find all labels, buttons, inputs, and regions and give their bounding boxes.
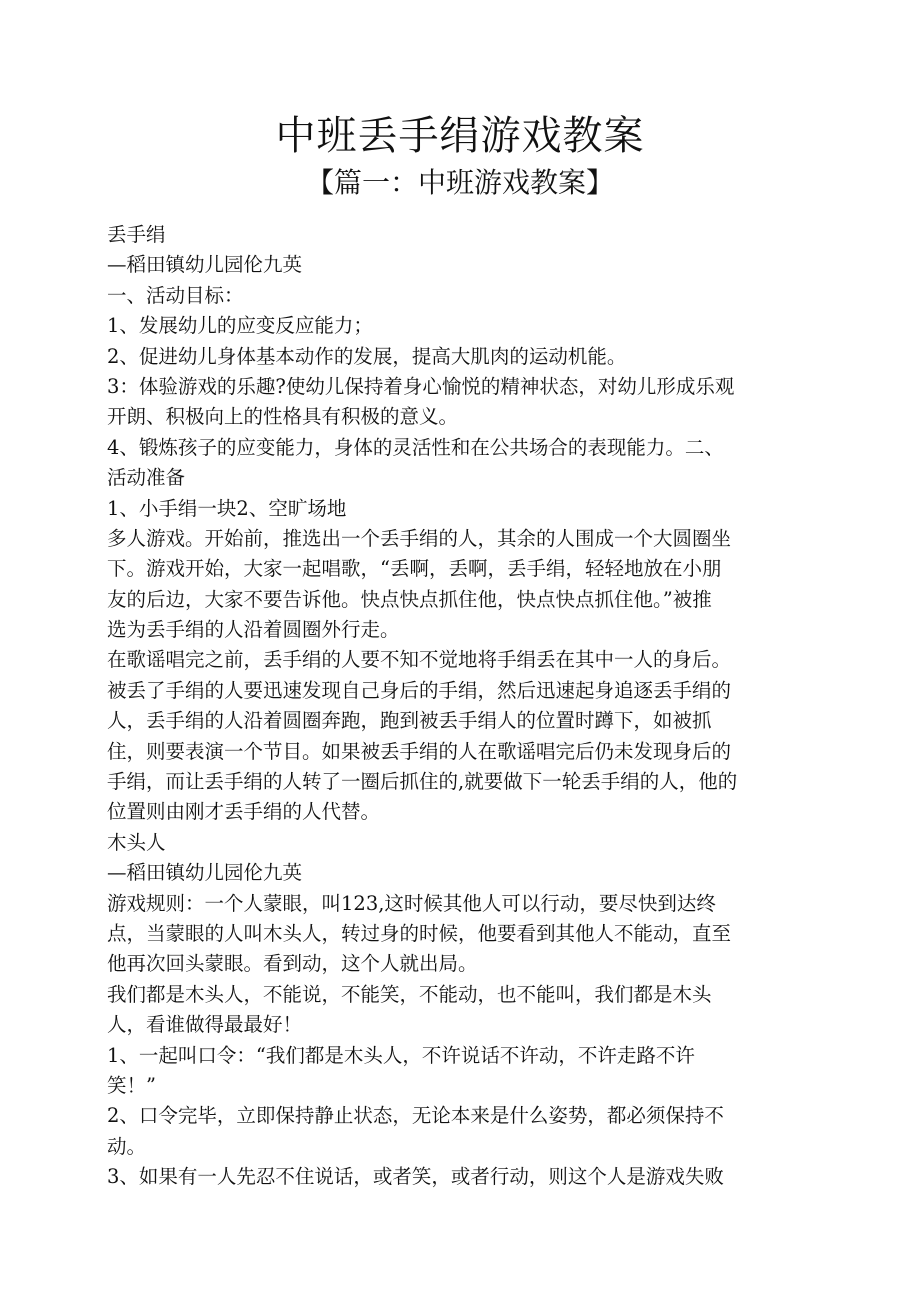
text-line: 木头人: [107, 830, 166, 854]
text-line: 开朗、积极向上的性格具有积极的意义。: [107, 405, 459, 429]
section-heading: 【篇一：中班游戏教案】: [305, 166, 614, 199]
text-line: —稻田镇幼儿园伦九英: [107, 861, 303, 885]
text-line: 1、小手绢一块2、空旷场地: [107, 496, 347, 520]
text-line: 位置则由刚才丢手绢的人代替。: [107, 800, 381, 824]
text-line: 人，丢手绢的人沿着圆圈奔跑，跑到被丢手绢人的位置时蹲下，如被抓: [107, 709, 712, 733]
text-line: 下。游戏开始，大家一起唱歌，“丢啊，丢啊，丢手绢，轻轻地放在小朋: [107, 557, 722, 581]
text-line: 3、如果有一人先忍不住说话，或者笑，或者行动，则这个人是游戏失败: [107, 1165, 724, 1189]
text-line: 2、促进幼儿身体基本动作的发展，提高大肌肉的运动机能。: [107, 344, 627, 368]
text-line: 他再次回头蒙眼。看到动，这个人就出局。: [107, 952, 478, 976]
text-line: 1、一起叫口令：“我们都是木头人，不许说话不许动，不许走路不许: [107, 1043, 695, 1067]
text-line: —稻田镇幼儿园伦九英: [107, 253, 303, 277]
text-line: 活动准备: [107, 466, 186, 490]
text-line: 一、活动目标：: [107, 283, 244, 307]
text-line: 在歌谣唱完之前，丢手绢的人要不知不觉地将手绢丢在其中一人的身后。: [107, 648, 732, 672]
text-line: 人，看谁做得最最好！: [107, 1013, 303, 1037]
text-line: 4、锻炼孩子的应变能力，身体的灵活性和在公共场合的表现能力。二、: [107, 435, 724, 459]
text-line: 我们都是木头人，不能说，不能笑，不能动，也不能叫，我们都是木头: [107, 982, 712, 1006]
text-line: 被丢了手绢的人要迅速发现自己身后的手绢，然后迅速起身追逐丢手绢的: [107, 678, 732, 702]
body-text: [107, 220, 813, 1193]
text-line: 丢手绢: [107, 223, 166, 246]
text-line: 动。: [107, 1134, 147, 1158]
text-line: 住，则要表演一个节目。如果被丢手绢的人在歌谣唱完后仍未发现身后的: [107, 739, 732, 763]
text-line: 手绢，而让丢手绢的人转了一圈后抓住的,就要做下一轮丢手绢的人，他的: [107, 770, 738, 794]
text-line: 3：体验游戏的乐趣?使幼儿保持着身心愉悦的精神状态，对幼儿形成乐观: [107, 374, 735, 398]
text-line: 游戏规则：一个人蒙眼，叫123,这时候其他人可以行动，要尽快到达终: [107, 891, 716, 915]
text-line: 2、口令完毕，立即保持静止状态，无论本来是什么姿势，都必须保持不: [107, 1104, 724, 1128]
text-line: 点，当蒙眼的人叫木头人，转过身的时候，他要看到其他人不能动，直至: [107, 921, 732, 945]
text-line: 1、发展幼儿的应变反应能力；: [107, 314, 373, 338]
text-line: 选为丢手绢的人沿着圆圈外行走。: [107, 618, 400, 642]
document-title: 中班丢手绢游戏教案: [275, 113, 645, 159]
text-line: 多人游戏。开始前，推选出一个丢手绢的人，其余的人围成一个大圆圈坐: [107, 526, 732, 550]
text-line: 笑！”: [107, 1073, 156, 1097]
text-line: 友的后边，大家不要告诉他。快点快点抓住他，快点快点抓住他。”被推: [107, 587, 712, 611]
